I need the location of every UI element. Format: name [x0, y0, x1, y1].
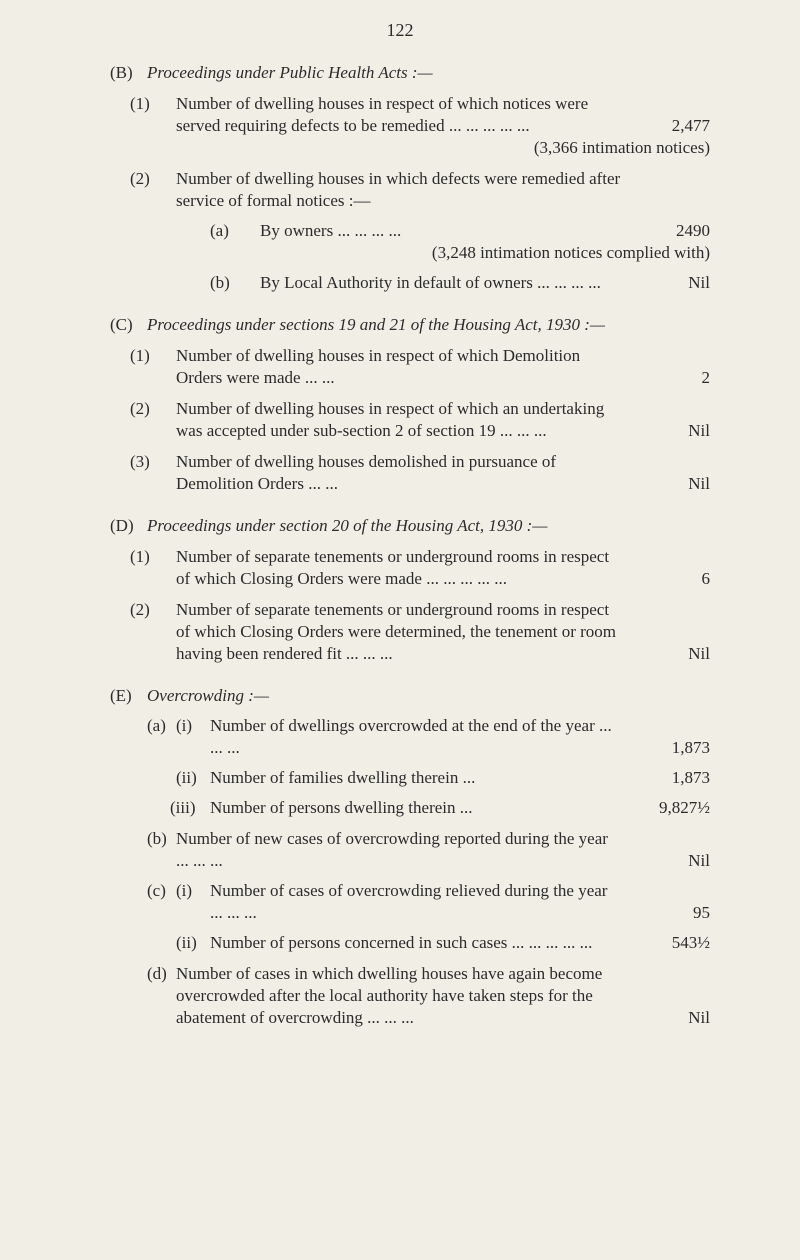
item-label: (a) — [147, 716, 166, 735]
list-item — [110, 828, 710, 872]
section-label: (B) — [110, 63, 133, 82]
item-value: 2 — [701, 368, 710, 387]
item-label: (d) — [147, 964, 167, 983]
item-text: By owners ... ... ... ... — [260, 221, 402, 240]
item-number: (1) — [130, 94, 150, 113]
item-text: Number of dwelling houses in respect of which Demolition Orders were made ... ... — [176, 346, 581, 387]
list-item — [110, 220, 710, 242]
item-value: 95 — [693, 903, 710, 922]
list-item — [110, 93, 710, 137]
section-d-heading — [110, 515, 710, 537]
list-item — [110, 715, 710, 759]
section-b-heading — [110, 62, 710, 84]
list-item — [110, 880, 710, 924]
item-value: 1,873 — [671, 738, 710, 757]
list-item — [110, 168, 710, 212]
list-item — [110, 932, 710, 954]
item-label: (b) — [210, 273, 230, 292]
item-number: (1) — [130, 346, 150, 365]
list-item — [110, 797, 710, 819]
item-value: Nil — [688, 644, 710, 663]
item-value: 2,477 — [671, 116, 710, 135]
item-text: Number of cases of overcrowding relieved during the year ... ... ... — [210, 881, 608, 922]
section-title: Proceedings under section 20 of the Housing Act, 1930 :— — [147, 516, 548, 535]
item-number: (2) — [130, 169, 150, 188]
item-text: Number of families dwelling therein ... — [210, 768, 476, 787]
item-number: (i) — [176, 716, 193, 735]
item-text: Number of dwelling houses in respect of which notices were served requiring defects to be remedied ... ... ... ... ... — [176, 94, 589, 135]
item-value: 9,827½ — [659, 798, 710, 817]
item-value: Nil — [688, 1008, 710, 1027]
document-body — [110, 62, 710, 1029]
item-value: 1,873 — [671, 768, 710, 787]
item-label: (b) — [147, 829, 167, 848]
item-value: 543½ — [671, 933, 710, 952]
item-number: (1) — [130, 547, 150, 566]
item-number: (iii) — [170, 798, 196, 817]
item-label: (a) — [210, 221, 229, 240]
list-item — [110, 546, 710, 590]
item-number: (ii) — [176, 933, 197, 952]
section-label: (E) — [110, 686, 132, 705]
item-text: Number of separate tenements or underground rooms in respect of which Closing Orders were made ... ... ... ... ... — [176, 547, 610, 588]
item-number: (i) — [176, 881, 193, 900]
list-item — [110, 599, 710, 665]
item-note: (3,366 intimation notices) — [533, 138, 710, 157]
item-text: Number of cases in which dwelling houses have again become overcrowded after the local authority have taken steps for the abatement of overcrowding ... ... ... — [176, 964, 603, 1027]
section-c-heading — [110, 314, 710, 336]
list-item — [110, 963, 710, 1029]
list-item — [110, 767, 710, 789]
page-number: 122 — [386, 20, 414, 40]
item-number: (2) — [130, 600, 150, 619]
item-number: (3) — [130, 452, 150, 471]
item-note: (3,248 intimation notices complied with) — [431, 243, 710, 262]
list-item — [110, 345, 710, 389]
section-title: Proceedings under Public Health Acts :— — [147, 63, 433, 82]
item-text: Number of dwellings overcrowded at the end of the year ... ... ... — [210, 716, 612, 757]
item-label: (c) — [147, 881, 166, 900]
item-value: Nil — [688, 851, 710, 870]
item-number: (ii) — [176, 768, 197, 787]
item-text: Number of dwelling houses in respect of which an undertaking was accepted under sub-section 2 of section 19 ... ... ... — [176, 399, 605, 440]
section-title: Proceedings under sections 19 and 21 of the Housing Act, 1930 :— — [147, 315, 606, 334]
item-value: Nil — [688, 273, 710, 292]
section-label: (D) — [110, 516, 134, 535]
item-text: Number of dwelling houses in which defects were remedied after service of formal notices :— — [176, 169, 621, 210]
item-text: Number of dwelling houses demolished in pursuance of Demolition Orders ... ... — [176, 452, 557, 493]
item-value: Nil — [688, 421, 710, 440]
list-item — [110, 398, 710, 442]
item-text: By Local Authority in default of owners ... ... ... ... — [260, 273, 601, 292]
section-title: Overcrowding :— — [147, 686, 269, 705]
list-item — [110, 272, 710, 294]
list-item — [110, 451, 710, 495]
item-text: Number of separate tenements or underground rooms in respect of which Closing Orders were determined, the tenement or room having been rendered fit ... ... ... — [176, 600, 616, 663]
item-value: 2490 — [676, 221, 710, 240]
item-text: Number of persons concerned in such cases ... ... ... ... ... — [210, 933, 593, 952]
item-value: 6 — [701, 569, 710, 588]
item-value: Nil — [688, 474, 710, 493]
section-label: (C) — [110, 315, 133, 334]
item-text: Number of persons dwelling therein ... — [210, 798, 473, 817]
item-text: Number of new cases of overcrowding reported during the year ... ... ... — [176, 829, 608, 870]
item-number: (2) — [130, 399, 150, 418]
section-e-heading — [110, 685, 710, 707]
